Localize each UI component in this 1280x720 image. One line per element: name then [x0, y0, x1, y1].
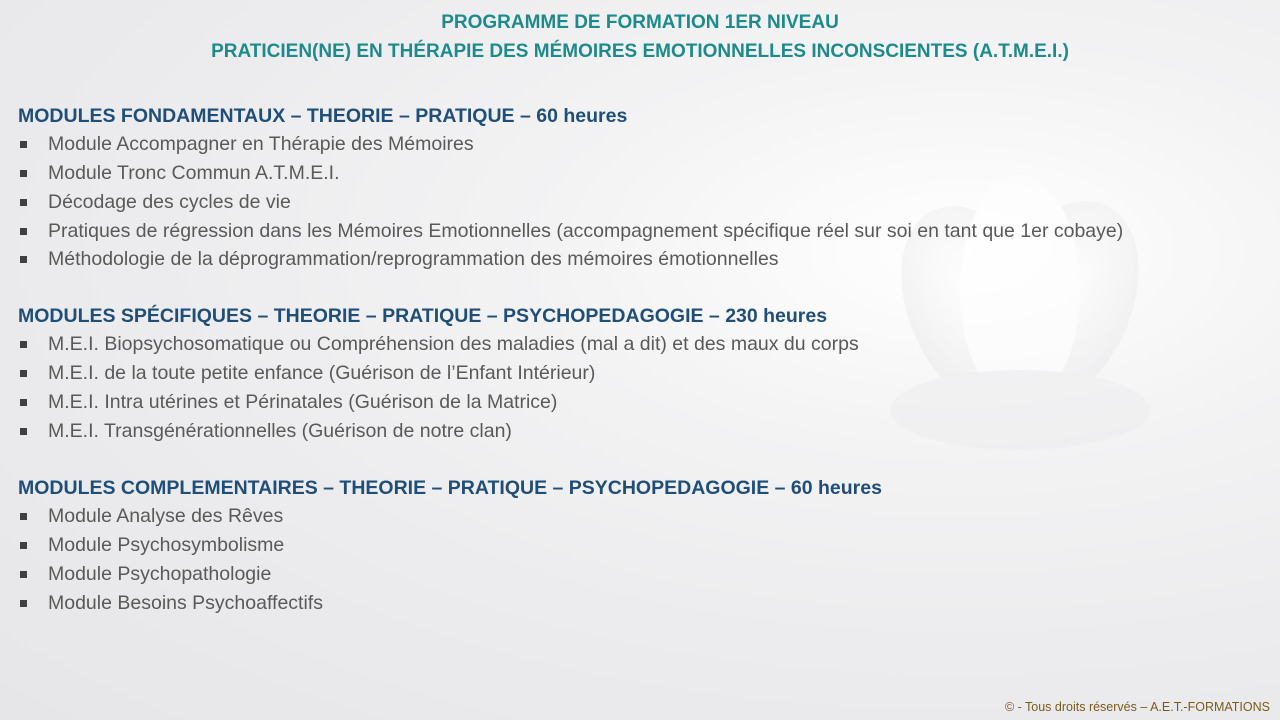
bullet-icon: [20, 542, 27, 549]
bullet-icon: [20, 600, 27, 607]
bullet-icon: [20, 256, 27, 263]
section-complementaires: [18, 474, 1198, 618]
list-item: Module Tronc Commun A.T.M.E.I.: [18, 159, 1198, 188]
list-item: Module Accompagner en Thérapie des Mémoires: [18, 130, 1198, 159]
bullet-icon: [20, 170, 27, 177]
module-list: [18, 502, 1198, 618]
bullet-icon: [20, 571, 27, 578]
bullet-icon: [20, 513, 27, 520]
bullet-icon: [20, 399, 27, 406]
module-list: [18, 130, 1198, 274]
list-item: Décodage des cycles de vie: [18, 188, 1198, 217]
list-item: Module Psychopathologie: [18, 560, 1198, 589]
list-item: M.E.I. Biopsychosomatique ou Compréhension des maladies (mal a dit) et des maux du corps: [18, 330, 1198, 359]
slide-title: [0, 8, 1280, 66]
copyright-footer: © - Tous droits réservés – A.E.T.-FORMATIONS: [1004, 700, 1270, 714]
list-item: Module Besoins Psychoaffectifs: [18, 589, 1198, 618]
bullet-icon: [20, 341, 27, 348]
list-item: Pratiques de régression dans les Mémoires Emotionnelles (accompagnement spécifique réel sur soi en tant que 1er cobaye): [18, 217, 1198, 245]
list-item: Module Analyse des Rêves: [18, 502, 1198, 531]
section-fondamentaux: [18, 102, 1198, 274]
bullet-icon: [20, 228, 27, 235]
list-item: Méthodologie de la déprogrammation/reprogrammation des mémoires émotionnelles: [18, 245, 1198, 274]
list-item: M.E.I. Transgénérationnelles (Guérison de notre clan): [18, 417, 1198, 446]
title-line-1: PROGRAMME DE FORMATION 1ER NIVEAU: [441, 12, 839, 33]
section-specifiques: [18, 302, 1198, 446]
section-heading: MODULES COMPLEMENTAIRES – THEORIE – PRATIQUE – PSYCHOPEDAGOGIE – 60 heures: [18, 477, 882, 499]
section-heading: MODULES SPÉCIFIQUES – THEORIE – PRATIQUE – PSYCHOPEDAGOGIE – 230 heures: [18, 305, 828, 327]
bullet-icon: [20, 141, 27, 148]
list-item: M.E.I. Intra utérines et Périnatales (Guérison de la Matrice): [18, 388, 1198, 417]
list-item: Module Psychosymbolisme: [18, 531, 1198, 560]
list-item: M.E.I. de la toute petite enfance (Guérison de l’Enfant Intérieur): [18, 359, 1198, 388]
bullet-icon: [20, 428, 27, 435]
module-list: [18, 330, 1198, 446]
modules-content: [18, 102, 1198, 646]
section-heading: MODULES FONDAMENTAUX – THEORIE – PRATIQUE – 60 heures: [18, 105, 628, 127]
bullet-icon: [20, 370, 27, 377]
bullet-icon: [20, 199, 27, 206]
title-line-2: PRATICIEN(NE) EN THÉRAPIE DES MÉMOIRES EMOTIONNELLES INCONSCIENTES (A.T.M.E.I.): [211, 41, 1069, 62]
